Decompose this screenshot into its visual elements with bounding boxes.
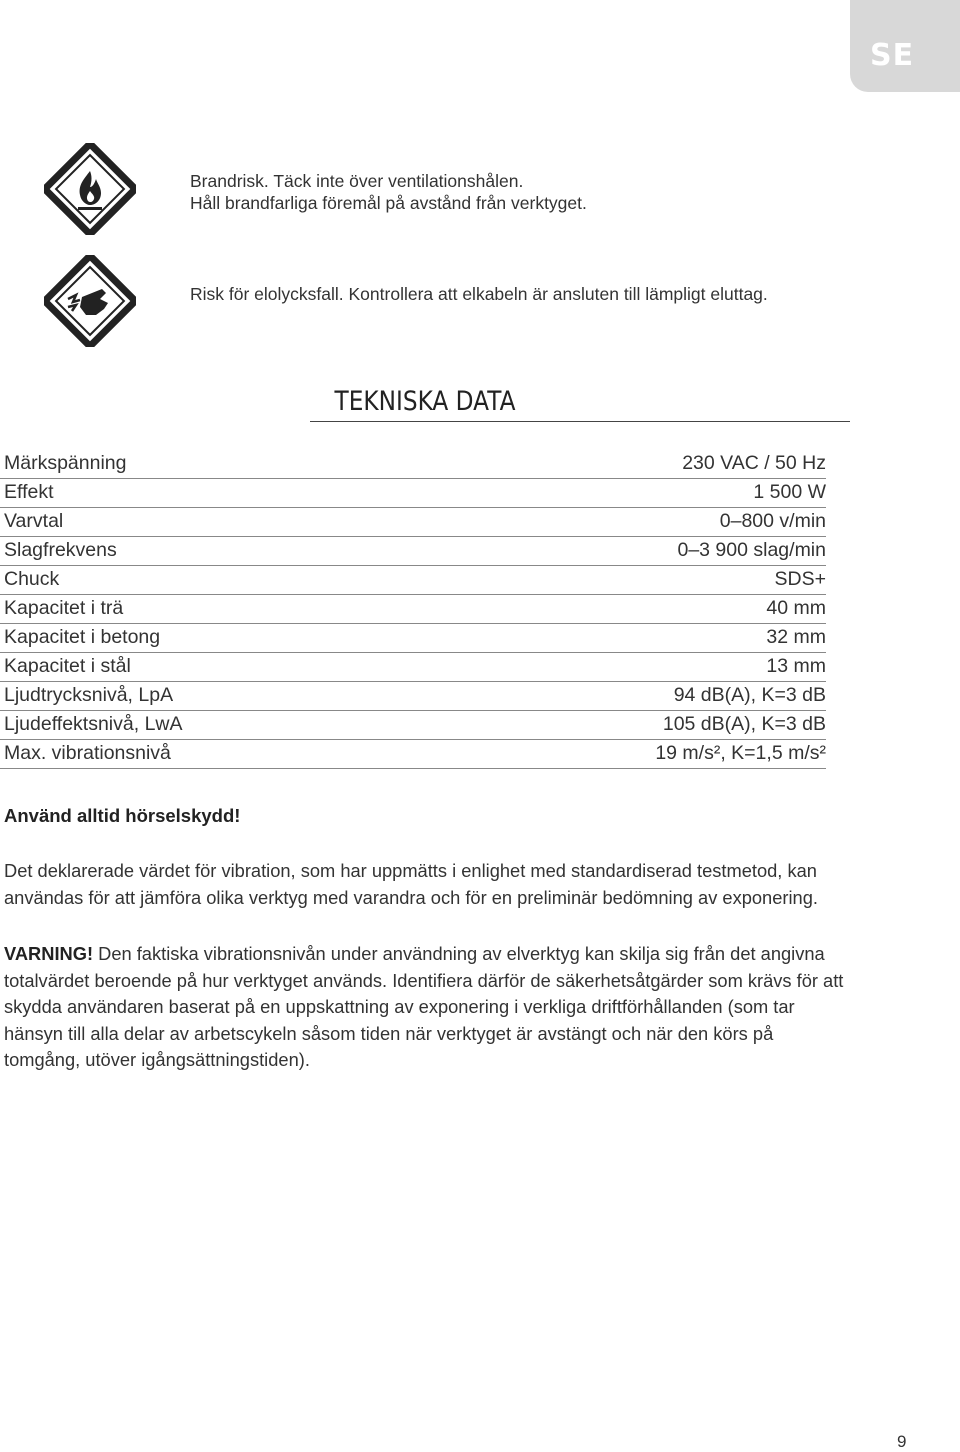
fire-icon [44, 143, 136, 235]
spec-label: Kapacitet i stål [4, 655, 131, 677]
spec-label: Effekt [4, 481, 54, 503]
title-rule [310, 421, 850, 422]
spec-value: 230 VAC / 50 Hz [682, 452, 826, 474]
spec-row [0, 595, 826, 624]
spec-label: Kapacitet i betong [4, 626, 161, 648]
spec-row [0, 624, 826, 653]
spec-row [0, 479, 826, 508]
spec-value: 32 mm [766, 626, 826, 648]
spec-value: SDS+ [774, 568, 826, 590]
spec-value: 40 mm [766, 597, 826, 619]
language-code: SE [870, 38, 915, 73]
spec-label: Chuck [4, 568, 60, 590]
spec-value: 13 mm [766, 655, 826, 677]
fire-warning-line-2: Håll brandfarliga föremål på avstånd från verktyget. [190, 193, 587, 213]
spec-label: Kapacitet i trä [4, 597, 124, 619]
spec-value: 19 m/s², K=1,5 m/s² [655, 742, 826, 764]
fire-warning-line-1: Brandrisk. Täck inte över ventilationshålen. [190, 171, 524, 191]
spec-row [0, 740, 826, 769]
spec-value: 94 dB(A), K=3 dB [673, 684, 826, 706]
spec-row [0, 653, 826, 682]
page-number: 9 [897, 1432, 907, 1451]
warning-label: VARNING! [4, 943, 94, 964]
warning-paragraph [4, 941, 854, 1074]
spec-row [0, 711, 826, 740]
spec-label: Varvtal [4, 510, 64, 532]
hearing-protection-notice: Använd alltid hörselskydd! [4, 805, 241, 826]
spec-row [0, 566, 826, 595]
spec-row [0, 537, 826, 566]
spec-table [0, 450, 826, 769]
fire-warning-text [190, 170, 587, 214]
spec-label: Märkspänning [4, 452, 127, 474]
language-tab [850, 0, 960, 92]
electric-shock-icon [44, 255, 136, 347]
tech-data-title: TEKNISKA DATA [334, 386, 516, 417]
spec-row [0, 508, 826, 537]
shock-warning-line-1: Risk för elolycksfall. Kontrollera att elkabeln är ansluten till lämpligt eluttag. [190, 284, 768, 304]
spec-row [0, 682, 826, 711]
vibration-paragraph: Det deklarerade värdet för vibration, som har uppmätts i enlighet med standardiserad testmetod, kan användas för att jämföra olika verktyg med varandra och för en preliminär bedömning av exponering. [4, 860, 818, 908]
shock-warning-text [190, 283, 768, 305]
warning-body: Den faktiska vibrationsnivån under användning av elverktyg kan skilja sig från det angivna totalvärdet beroende på hur verktyget används. Identifiera därför de säkerhetsåtgärder som krävs för att skydda användaren baserat på en uppskattning av exponering i verkliga driftförhållanden (som tar hänsyn till alla delar av arbetscykeln såsom tiden när verktyget är avstängt och när den körs på tomgång, utöver igångsättningstiden). [4, 943, 844, 1070]
spec-value: 105 dB(A), K=3 dB [662, 713, 826, 735]
spec-label: Slagfrekvens [4, 539, 117, 561]
spec-value: 0–800 v/min [719, 510, 826, 532]
spec-row [0, 450, 826, 479]
spec-value: 0–3 900 slag/min [677, 539, 826, 561]
spec-label: Max. vibrationsnivå [4, 742, 171, 764]
spec-value: 1 500 W [753, 481, 826, 503]
spec-label: Ljudeffektsnivå, LwA [4, 713, 183, 735]
spec-label: Ljudtrycksnivå, LpA [4, 684, 174, 706]
